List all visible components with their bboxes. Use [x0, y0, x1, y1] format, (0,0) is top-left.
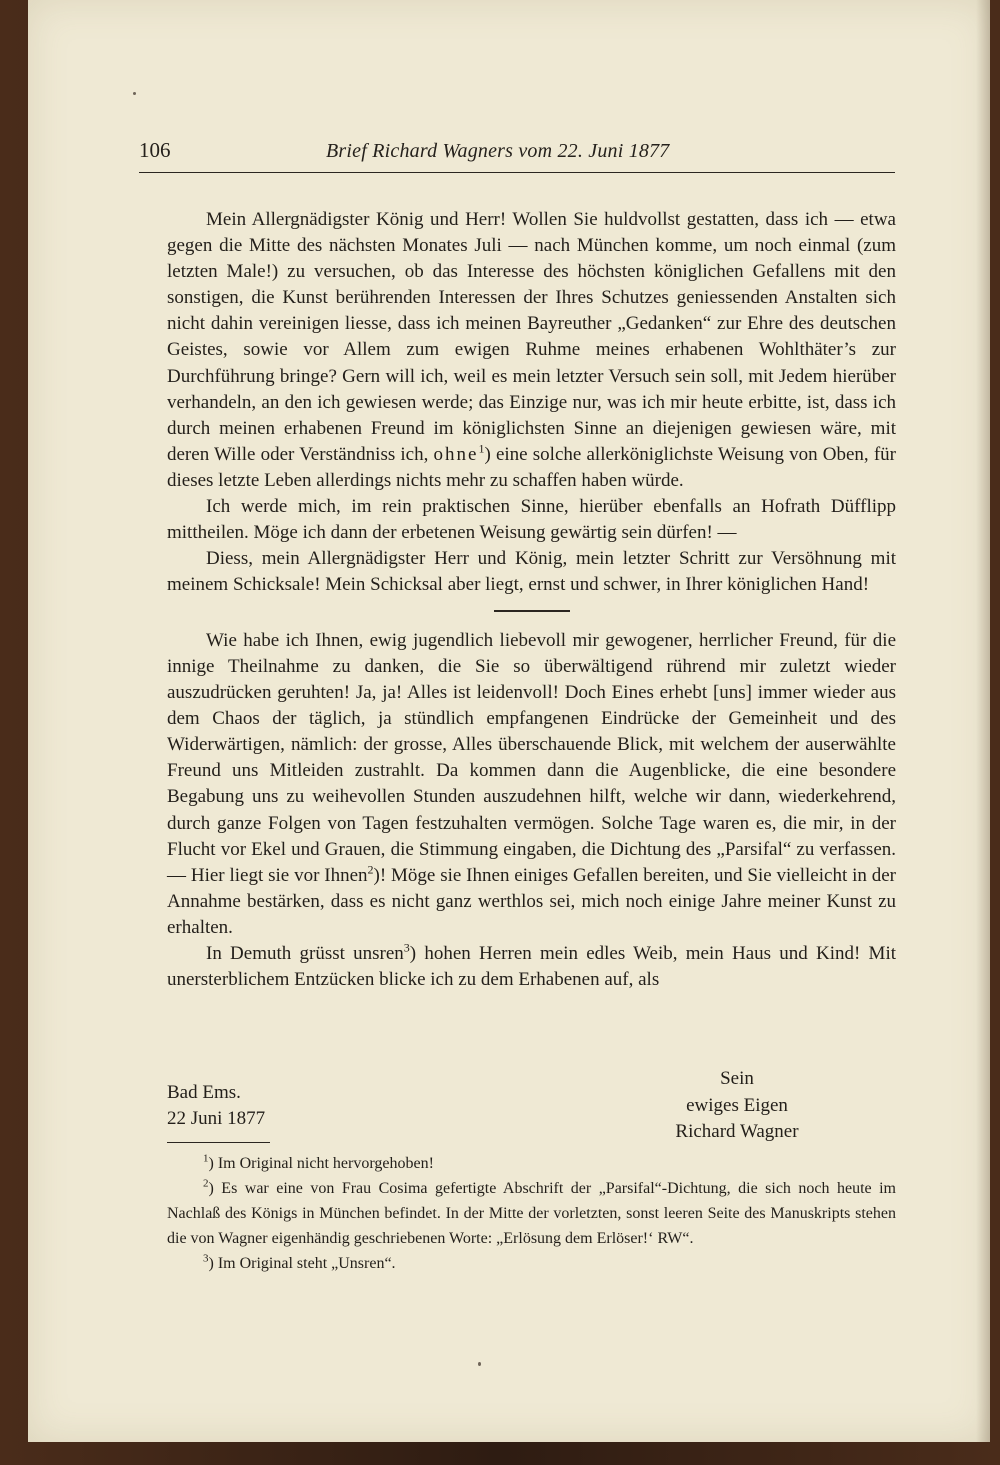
footnote-reference: 3 — [403, 940, 410, 955]
footnote-number: 2 — [203, 1177, 209, 1190]
footnote-text: ) Im Original nicht hervorgehoben! — [208, 1155, 434, 1172]
running-header — [139, 138, 895, 173]
place: Bad Ems. — [167, 1082, 241, 1103]
footnote-reference: 1 — [478, 441, 485, 456]
paper-speck — [133, 92, 136, 95]
place-and-date — [167, 1080, 265, 1132]
footnote — [167, 1251, 896, 1276]
emphasized-word: ohne — [433, 443, 479, 465]
paragraph-text: )! Möge sie Ihnen einiges Gefallen bereiten, und Sie vielleicht in der Annahme bestärken, dass es nicht ganz werthlos sei, mich noch einige Jahre meiner Kunst zu erhalten. — [167, 864, 896, 938]
paper-speck — [478, 1362, 481, 1366]
letter-body — [167, 207, 896, 993]
letter-paragraph — [167, 628, 896, 941]
footnote-number: 3 — [203, 1252, 209, 1265]
paragraph-text: In Demuth grüsst unsren — [206, 943, 404, 965]
paragraph-text: Mein Allergnädigster König und Herr! Wollen Sie huldvollst gestatten, dass ich — etwa gegen die Mitte des nächsten Monates Juli — nach München komme, um noch einmal (zum letzten Male!) zu versuchen, ob das Interesse des höchsten königlichen Gefallens mit den sonstigen, die Kunst berührenden Interessen der Ihres Schutzes geniessenden Anstalten sich nicht dahin vereinigen liesse, dass ich meinen Bayreuther „Gedanken“ zur Ehre des deutschen Geistes, sowie vor Allem zum ewigen Ruhme meines erhabenen Wohlthäter’s zur Durchführung bringe? Gern will ich, weil es mein letzter Versuch sein soll, mit Jedem hierüber verhandeln, an den ich gewiesen werde; das Einzige nur, was ich mir heute erbitte, ist, dass ich durch meinen erhabenen Freund im königlichsten Sinne an diejenigen gewiesen wäre, mit deren Wille oder Verständniss ich, — [167, 209, 896, 465]
paragraph-text: ) eine solche allerköniglichste Weisung von Oben, für dieses letzte Leben allerdings nichts mehr zu schaffen haben würde. — [167, 443, 896, 491]
paragraph-text: Wie habe ich Ihnen, ewig jugendlich liebevoll mir gewogener, herrlicher Freund, für die innige Theilnahme zu danken, die Sie so überwältigend rührend mir zuletzt wieder auszudrücken geruhten! Ja, ja! Alles ist leidenvoll! Doch Eines erhebt [uns] immer wieder aus dem Chaos der täglich, ja stündlich empfangenen Eindrücke der Gemeinheit und des Widerwärtigen, nämlich: der grosse, Alles überschauende Blick, mit welchem der auserwählte Freund uns Mitleiden zustrahlt. Da kommen dann die Augenblicke, die eine besondere Begabung uns zu weihevollen Stunden auszudehnen hilft, welche wir dann, wiederkehrend, durch ganze Folgen von Tagen festzuhalten vermögen. Solche Tage waren es, die mir, in der Flucht vor Ekel und Grauen, die Stimmung eingaben, die Dichtung des „Parsifal“ zu verfassen. — Hier liegt sie vor Ihnen — [167, 629, 896, 886]
letter-paragraph — [167, 941, 896, 993]
date: 22 Juni 1877 — [167, 1108, 266, 1129]
paragraph-text: ) hohen Herren mein edles Weib, mein Haus und Kind! Mit unersterblichem Entzücken blicke ich zu dem Erhabenen auf, als — [167, 943, 896, 991]
footnote-text: ) Es war eine von Frau Cosima gefertigte Abschrift der „Parsifal“-Dichtung, die sich noch heute im Nachlaß des Königs in München befindet. In der Mitte der vorletzten, sonst leeren Seite des Manuskripts stehen die von Wagner eigenhändig geschriebenen Worte: „Erlösung dem Erlöser!‘ RW“. — [167, 1180, 896, 1247]
footnote-rule — [167, 1142, 270, 1143]
page-number: 106 — [139, 138, 171, 162]
signature-block — [647, 1066, 827, 1146]
footnote — [167, 1176, 896, 1251]
signature-line: Sein — [720, 1068, 754, 1089]
footnote-number: 1 — [203, 1152, 209, 1165]
running-title: Brief Richard Wagners vom 22. Juni 1877 — [326, 140, 670, 162]
page-edge-shadow — [976, 0, 990, 1442]
signature-line: ewiges Eigen — [686, 1094, 788, 1116]
section-divider — [494, 610, 570, 612]
letter-signoff — [167, 1066, 896, 1146]
footnote-text: ) Im Original steht „Unsren“. — [208, 1255, 396, 1272]
letter-paragraph: Ich werde mich, im rein praktischen Sinne, hierüber ebenfalls an Hofrath Düfflipp mittheilen. Möge ich dann der erbetenen Weisung gewärtig sein dürfen! — — [167, 496, 896, 544]
signature-name: Richard Wagner — [675, 1121, 799, 1142]
letter-paragraph: Diess, mein Allergnädigster Herr und König, mein letzter Schritt zur Versöhnung mit meinem Schicksale! Mein Schicksal aber liegt, ernst und schwer, in Ihrer königlichen Hand! — [167, 548, 896, 596]
footnote — [167, 1151, 896, 1176]
footnotes — [167, 1151, 896, 1276]
footnote-reference: 2 — [367, 862, 374, 877]
letter-paragraph — [167, 207, 896, 494]
